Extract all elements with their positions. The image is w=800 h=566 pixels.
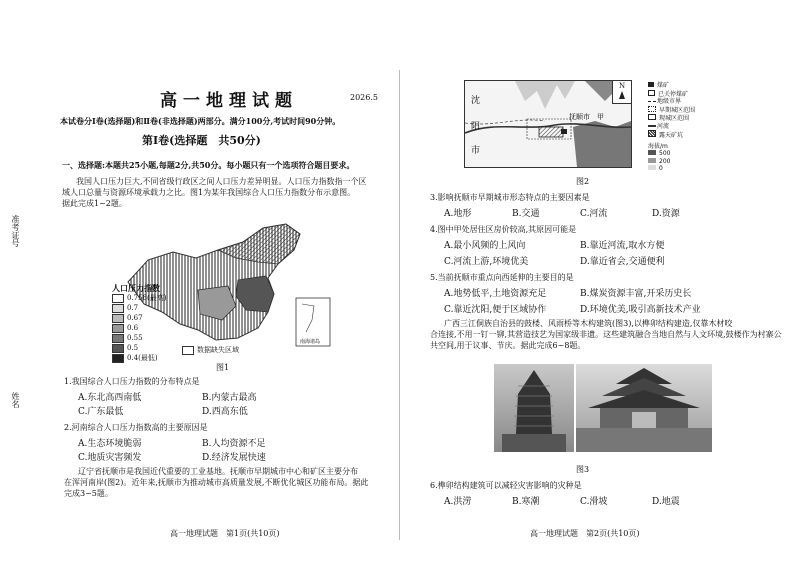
fushun-map-graphic	[465, 81, 631, 167]
legend-label: 煤矿	[657, 82, 670, 89]
question-2-option-c[interactable]: C.地质灾害频发	[78, 453, 142, 463]
early-city-icon	[648, 106, 656, 112]
question-4-option-c[interactable]: C.河流上游,环境优美	[444, 257, 529, 267]
question-1-option-a[interactable]: A.东北高西南低	[78, 393, 142, 403]
swatch-icon	[112, 354, 124, 363]
legend-item	[112, 303, 202, 313]
swatch-icon	[112, 344, 124, 353]
swatch-icon	[112, 314, 124, 323]
passage-1	[62, 176, 397, 209]
question-5-option-c[interactable]: C.靠近沈阳,便于区域协作	[444, 305, 547, 315]
drum-tower-graphic	[494, 364, 574, 452]
legend-item	[648, 82, 728, 90]
passage-2-line: 辽宁省抚顺市是我国近代重要的工业基地。抚顺市早期城市中心和矿区主要分布	[78, 467, 358, 476]
north-arrow	[612, 80, 632, 104]
question-6-option-c[interactable]: C.滑坡	[580, 497, 608, 507]
question-6-option-b[interactable]: B.寒潮	[512, 497, 540, 507]
question-5-option-d[interactable]: D.环境优美,吸引高新技术产业	[580, 305, 701, 315]
legend-item	[112, 323, 202, 333]
legend-item	[112, 293, 202, 303]
question-4-option-b[interactable]: B.靠近河流,取水方便	[580, 241, 665, 251]
passage-2	[64, 466, 396, 499]
figure-2-map	[464, 80, 632, 168]
closed-mine-icon	[648, 90, 655, 96]
river-icon	[648, 125, 656, 127]
swatch-icon	[112, 294, 124, 303]
passage-3	[430, 318, 792, 351]
exam-date: 2026.5	[350, 93, 378, 102]
question-1-option-b[interactable]: B.内蒙古最高	[202, 393, 257, 403]
legend-label: 早期城区范围	[659, 106, 696, 114]
passage-2-line: 在浑河南岸(图2)。近年来,抚顺市为推动城市高质量发展,不断优化城区功能布局。据此	[64, 478, 369, 487]
elevation-swatch-icon	[648, 150, 656, 155]
question-3-option-b[interactable]: B.交通	[512, 209, 540, 219]
passage-1-line: 据此完成1~2题。	[62, 199, 127, 208]
legend-item	[648, 98, 728, 106]
legend-label: 0.4(最低)	[127, 354, 158, 362]
wind-rain-bridge-photo	[576, 364, 712, 452]
legend-label: 现城区范围	[659, 115, 690, 122]
question-1-option-d[interactable]: D.西高东低	[202, 407, 248, 417]
north-arrow-icon	[619, 91, 625, 99]
legend-label: 0.758(最高)	[127, 294, 167, 302]
legend-label: 0.6	[127, 324, 139, 332]
question-4-option-a[interactable]: A.最小风频的上风向	[444, 241, 526, 251]
passage-1-line: 我国人口压力巨大,不同省级行政区之间人口压力差异明显。人口压力指数指一个区	[76, 177, 367, 186]
figure-2-legend	[648, 82, 728, 173]
legend-label: 已关停煤矿	[658, 90, 689, 98]
legend-item	[648, 123, 728, 131]
question-5-option-a[interactable]: A.地势低平,土地资源充足	[444, 289, 547, 299]
elevation-legend-title: 海拔/m	[648, 142, 668, 150]
drum-tower-photo	[494, 364, 574, 452]
legend-label: 0.67	[127, 314, 143, 322]
elevation-swatch-icon	[648, 165, 656, 170]
elevation-item	[648, 158, 728, 166]
question-3-stem: 3.影响抚顺市早期城市形态特点的主要因素是	[430, 193, 590, 202]
legend-item	[112, 313, 202, 323]
swatch-icon	[112, 304, 124, 313]
swatch-icon	[112, 334, 124, 343]
question-6-option-d[interactable]: D.地震	[652, 497, 680, 507]
legend-label: 露天矿坑	[659, 132, 684, 139]
exam-title: 高一地理试题	[160, 91, 298, 111]
legend-label: 0.7	[127, 304, 139, 312]
missing-data-legend	[182, 345, 239, 355]
elevation-item	[648, 165, 728, 173]
legend-label: 河流	[657, 122, 670, 130]
passage-3-line: 广西三江侗族自治县的鼓楼、风雨桥等木构建筑(图3),以榫卯结构建造,仅靠木材咬	[444, 319, 733, 328]
boundary-icon	[648, 101, 656, 102]
question-3-option-c[interactable]: C.河流	[580, 209, 608, 219]
legend-item	[648, 130, 728, 140]
question-6-stem: 6.榫卯结构建筑可以减轻灾害影响的灾种是	[430, 481, 582, 490]
legend-label: 0.55	[127, 334, 143, 342]
current-city-icon	[648, 114, 656, 120]
map-label-jia: 甲	[597, 113, 604, 121]
legend-label: 数据缺失区域	[197, 346, 239, 354]
question-2-option-d[interactable]: D.经济发展快速	[202, 453, 266, 463]
swatch-icon	[112, 324, 124, 333]
question-1-option-c[interactable]: C.广东最低	[78, 407, 124, 417]
map-label-yang: 阳	[471, 122, 481, 132]
map-label-fushun: 抚顺市	[569, 113, 590, 121]
map-label-shi: 市	[471, 146, 481, 156]
passage-3-line: 共空间,用于议事、节庆。据此完成6~8题。	[430, 341, 586, 350]
question-5-option-b[interactable]: B.煤炭资源丰富,开采历史长	[580, 289, 692, 299]
inset-label: 南海诸岛	[300, 339, 321, 345]
legend-label: 0.5	[127, 344, 139, 352]
legend-label: 地级市界	[657, 98, 682, 105]
figure-2-caption: 图2	[576, 177, 590, 186]
question-6-option-a[interactable]: A.洪涝	[444, 497, 472, 507]
elevation-item	[648, 150, 728, 158]
open-pit-icon	[648, 130, 656, 137]
exam-intro: 本试卷分Ⅰ卷(选择题)和Ⅱ卷(非选择题)两部分。满分100分,考试时间90分钟。	[60, 116, 341, 126]
elevation-label: 200	[659, 157, 671, 165]
elevation-label: 0	[659, 165, 663, 172]
figure-1-caption: 图1	[216, 363, 230, 372]
page-2	[400, 0, 800, 566]
question-2-stem: 2.河南综合人口压力指数高的主要原因是	[64, 423, 208, 432]
exam-number-label: 准考证号	[11, 215, 20, 247]
map-label-shen: 沈	[471, 96, 481, 106]
question-1-stem: 1.我国综合人口压力指数的分布特点是	[64, 377, 200, 386]
legend-item	[648, 90, 728, 99]
passage-2-line: 完成3~5题。	[64, 489, 113, 498]
north-icon: N	[618, 82, 626, 90]
elevation-label: 500	[659, 150, 671, 157]
legend-item	[112, 333, 202, 343]
coal-mine-icon	[648, 82, 654, 87]
figure-3-caption: 图3	[576, 465, 590, 474]
passage-3-line: 合连接,不用一钉一铆,其营造技艺为国家级非遗。这些建筑融合当地自然与人文环境,鼓楼作为村寨公	[430, 330, 782, 339]
part-title: 第Ⅰ卷(选择题 共50分)	[142, 134, 261, 147]
legend-item	[648, 114, 728, 123]
page-2-footer: 高一地理试题 第2页(共10页)	[530, 529, 640, 538]
question-4-option-d[interactable]: D.靠近省会,交通便利	[580, 257, 665, 267]
question-5-stem: 5.当前抚顺市重点向西延伸的主要目的是	[430, 273, 574, 282]
passage-1-line: 域人口总量与资源环境承载力之比。图1为某年我国综合人口压力指数分布示意图。	[62, 188, 356, 197]
wind-rain-bridge-graphic	[576, 364, 712, 452]
question-4-stem: 4.图中甲处居住区房价较高,其原因可能是	[430, 225, 577, 234]
page-1-footer: 高一地理试题 第1页(共10页)	[170, 529, 280, 538]
question-2-option-a[interactable]: A.生态环境脆弱	[78, 439, 142, 449]
elevation-swatch-icon	[648, 158, 656, 163]
legend-item	[648, 106, 728, 115]
question-3-option-a[interactable]: A.地形	[444, 209, 472, 219]
swatch-icon	[182, 346, 194, 355]
question-3-option-d[interactable]: D.资源	[652, 209, 680, 219]
legend-title: 人口压力指数	[112, 283, 160, 293]
student-name-label: 姓名	[11, 392, 20, 408]
question-2-option-b[interactable]: B.人均资源不足	[202, 439, 266, 449]
section-heading: 一、选择题:本题共25小题,每题2分,共50分。每小题只有一个选项符合题目要求。	[62, 160, 355, 170]
